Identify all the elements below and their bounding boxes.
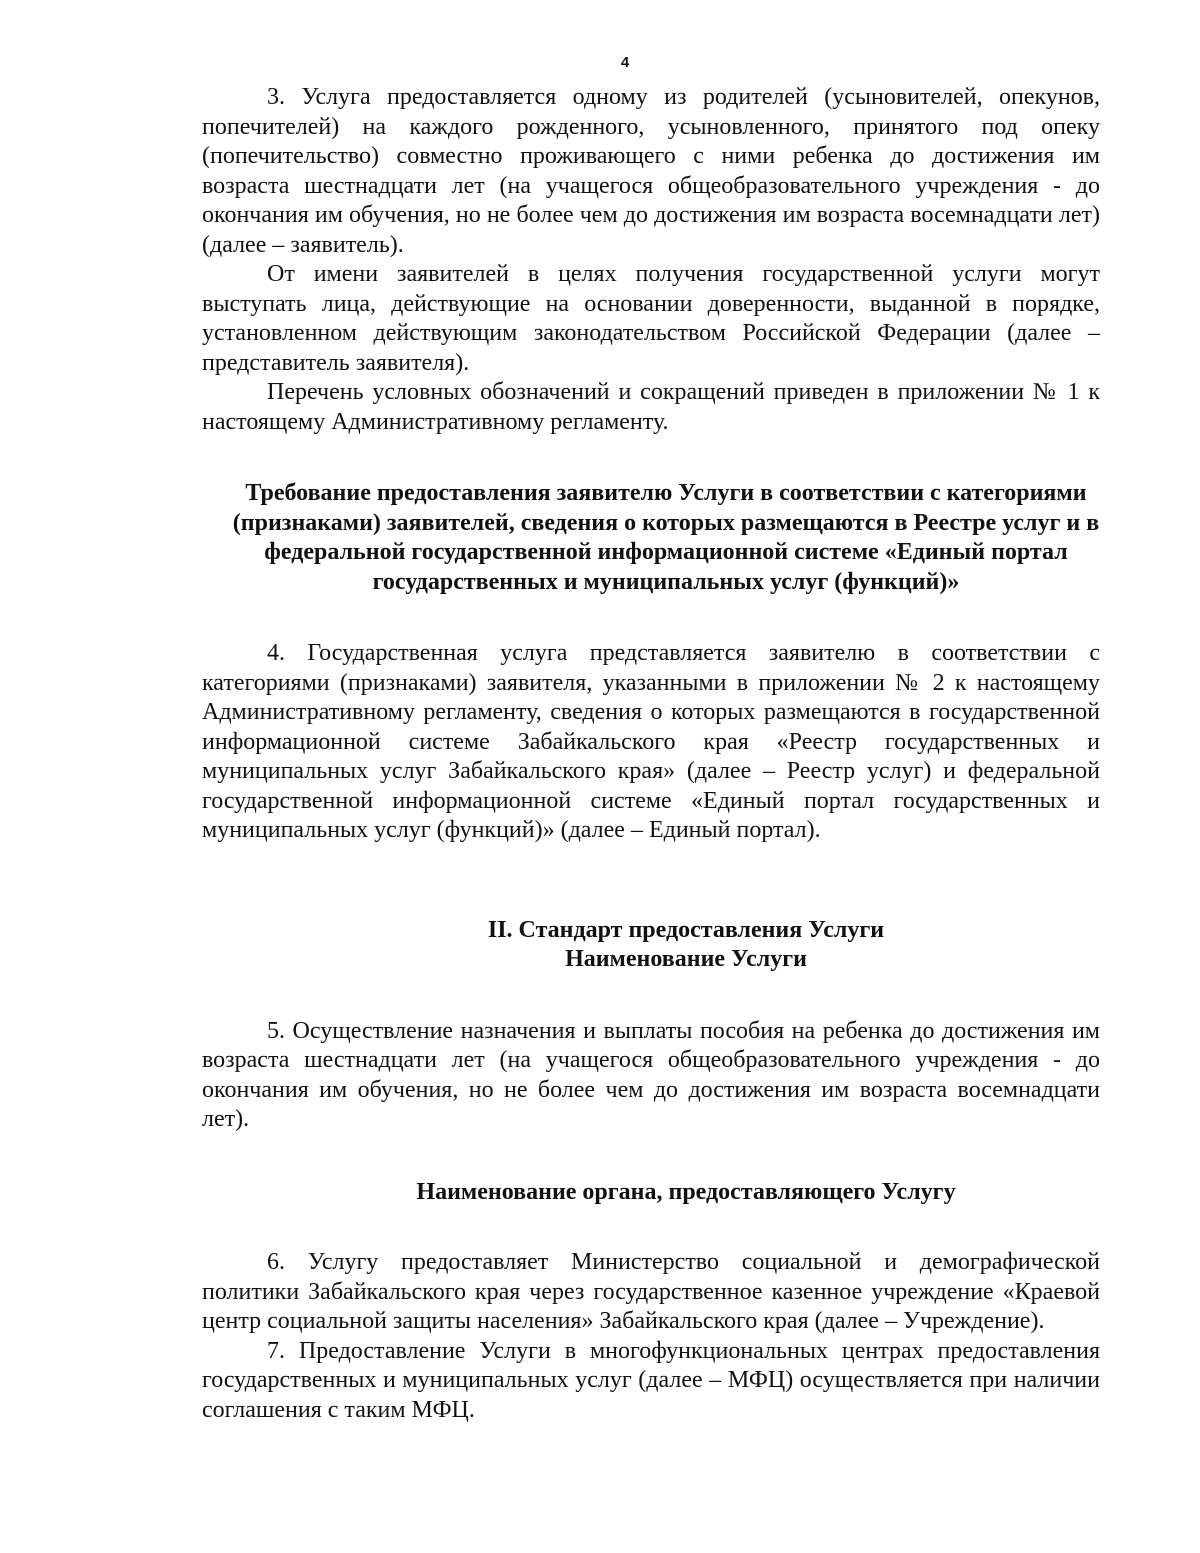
paragraph-5: 5. Осуществление назначения и выплаты пособия на ребенка до достижения им возраста шестнадцати лет (на учащегося общеобразовательного учреждения - до окончания им обучения, но не более чем до достижения им возраста восемнадцати лет). (202, 1017, 1100, 1132)
page-number: 4 (620, 54, 630, 71)
heading-requirement: Требование предоставления заявителю Услуги в соответствии с категориями (признаками) заявителей, сведения о которых размещаются в Реестре услуг и в федеральной государственной информационной системе «Единый портал государственных и муниципальных услуг (функций)» (232, 480, 1100, 595)
paragraph-7: 7. Предоставление Услуги в многофункциональных центрах предоставления государственных и муниципальных услуг (далее – МФЦ) осуществляется при наличии соглашения с таким МФЦ. (202, 1337, 1100, 1423)
paragraph-abbreviations: Перечень условных обозначений и сокращений приведен в приложении № 1 к настоящему Административному регламенту. (202, 379, 1100, 435)
heading-organ: Наименование органа, предоставляющего Услугу (416, 1178, 956, 1205)
paragraph-representative: От имени заявителей в целях получения государственной услуги могут выступать лица, действующие на основании доверенности, выданной в порядке, установленном действующим законодательством Российской Федерации (далее – представитель заявителя). (202, 261, 1100, 376)
document-body (202, 83, 1100, 1425)
paragraph-4: 4. Государственная услуга представляется заявителю в соответствии с категориями (признаками) заявителя, указанными в приложении № 2 к настоящему Административному регламенту, сведения о которых размещаются в государственной информационной системе Забайкальского края «Реестр государственных и муниципальных услуг Забайкальского края» (далее – Реестр услуг) и федеральной государственной информационной системе «Единый портал государственных и муниципальных услуг (функций)» (далее – Единый портал). (202, 640, 1100, 843)
heading-service-name: Наименование Услуги (565, 946, 807, 972)
heading-standard: II. Стандарт предоставления Услуги (487, 916, 885, 943)
paragraph-3: 3. Услуга предоставляется одному из родителей (усыновителей, опекунов, попечителей) на каждого рожденного, усыновленного, принятого под опеку (попечительство) совместно проживающего с ними ребенка до достижения им возраста шестнадцати лет (на учащегося общеобразовательного учреждения - до окончания им обучения, но не более чем до достижения им возраста восемнадцати лет) (далее – заявитель). (202, 84, 1100, 258)
paragraph-6: 6. Услугу предоставляет Министерство социальной и демографической политики Забайкальского края через государственное казенное учреждение «Краевой центр социальной защиты населения» Забайкальского края (далее – Учреждение). (202, 1249, 1100, 1334)
